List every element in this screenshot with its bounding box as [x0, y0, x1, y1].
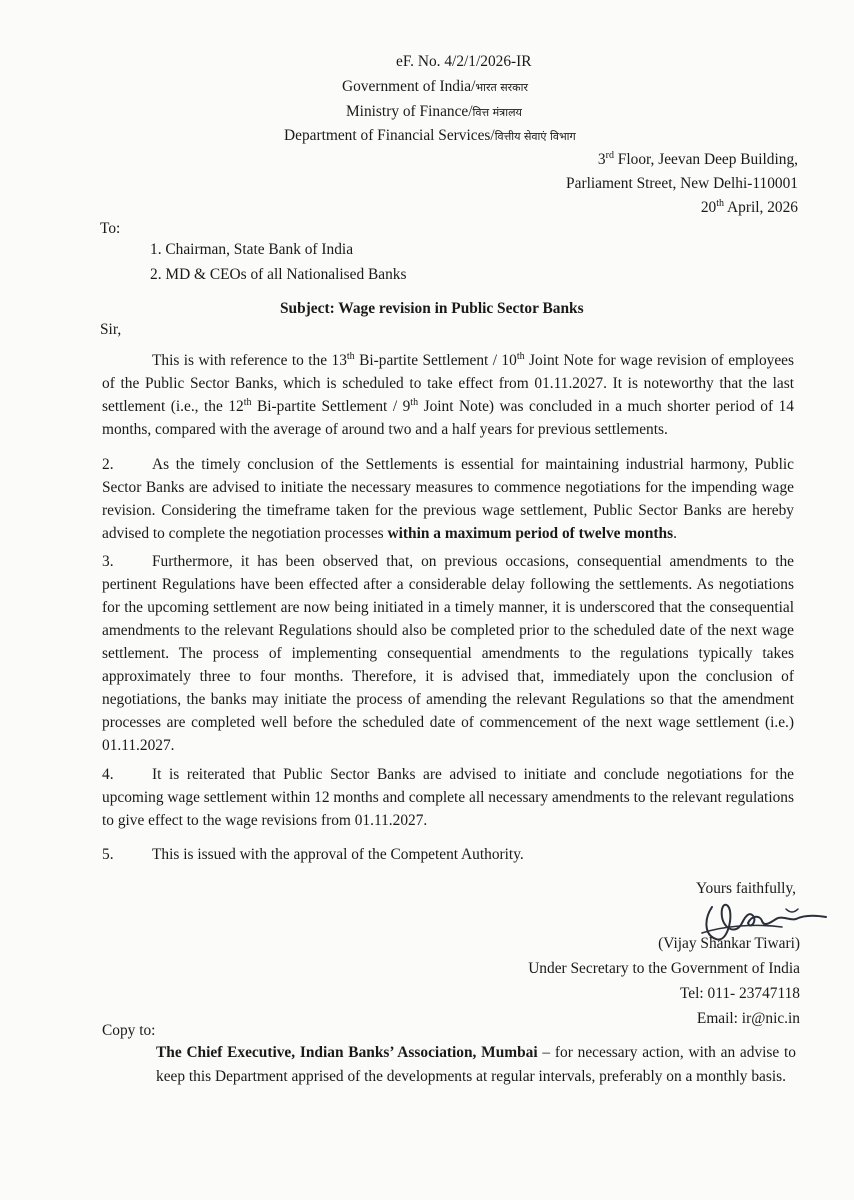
address-floor: 3rd Floor, Jeevan Deep Building,: [597, 149, 798, 168]
paragraph-number: 3.: [102, 553, 114, 570]
recipient-list: [150, 237, 407, 287]
paragraph-number: 2.: [102, 456, 114, 473]
government-line: Government of India/भारत सरकार: [342, 78, 528, 95]
signatory-designation: Under Secretary to the Government of India: [528, 960, 800, 977]
closing: Yours faithfully,: [695, 880, 796, 897]
copy-to-label: Copy to:: [102, 1022, 156, 1039]
paragraph-4: 4. It is reiterated that Public Sector Banks are advised to initiate and conclude negotiations for the upcoming wage settlement within 12 months and complete all necessary amendments to the relevant regulations to give effect to the wage revisions from 01.11.2027.: [102, 763, 794, 832]
paragraph-number: 4.: [102, 766, 114, 783]
to-label: To:: [100, 220, 121, 237]
signatory-name: (Vijay Shankar Tiwari): [658, 935, 800, 952]
subject-line: Subject: Wage revision in Public Sector Banks: [280, 300, 584, 317]
salutation: Sir,: [100, 321, 122, 338]
paragraph-5: 5. This is issued with the approval of the Competent Authority.: [102, 843, 794, 866]
file-number: eF. No. 4/2/1/2026-IR: [396, 53, 532, 70]
letter-date: 20th April, 2026: [700, 197, 798, 216]
paragraph-3: 3. Furthermore, it has been observed that, on previous occasions, consequential amendments to the pertinent Regulations have been effected after a considerable delay following the settlements. As negotiations for the upcoming settlement are now being initiated in a timely manner, it is underscored that the consequential amendments to the relevant Regulations should also be completed prior to the scheduled date of the next wage settlement. The process of implementing consequential amendments to the regulations typically takes approximately three to four months. Therefore, it is advised that, immediately upon the conclusion of negotiations, the banks may initiate the process of amending the relevant Regulations so that the amendment processes are completed well before the scheduled date of commencement of the next wage settlement (i.e.) 01.11.2027.: [102, 550, 794, 757]
copy-to-recipient: The Chief Executive, Indian Banks’ Association, Mumbai – for necessary action, with an advise to keep this Department apprised of the developments at regular intervals, preferably on a monthly basis.: [156, 1044, 797, 1085]
paragraph-2: 2. As the timely conclusion of the Settlements is essential for maintaining industrial harmony, Public Sector Banks are advised to initiate the necessary measures to commence negotiations for the impending wage revision. Considering the timeframe taken for the previous wage settlement, Public Sector Banks are hereby advised to complete the negotiation processes within a maximum period of twelve months.: [102, 453, 794, 545]
department-line: Department of Financial Services/वित्तीय सेवाएं विभाग: [284, 127, 576, 144]
ministry-line: Ministry of Finance/वित्त मंत्रालय: [346, 103, 522, 120]
paragraph-1: This is with reference to the 13th Bi-partite Settlement / 10th Joint Note for wage revision of employees of the Public Sector Banks, which is scheduled to take effect from 01.11.2027. It is noteworthy that the last settlement (i.e., the 12th Bi-partite Settlement / 9th Joint Note) was concluded in a much shorter period of 14 months, compared with the average of around two and a half years for previous settlements.: [102, 350, 795, 438]
signatory-block: [440, 931, 800, 1031]
address-street: Parliament Street, New Delhi-110001: [566, 175, 798, 192]
signatory-phone: Tel: 011- 23747118: [679, 985, 800, 1002]
recipient-item: 2. MD & CEOs of all Nationalised Banks: [150, 266, 407, 283]
signatory-email: Email: ir@nic.in: [696, 1010, 800, 1027]
address-block: [438, 148, 798, 220]
paragraph-number: 5.: [102, 846, 114, 863]
recipient-item: 1. Chairman, State Bank of India: [150, 241, 354, 258]
